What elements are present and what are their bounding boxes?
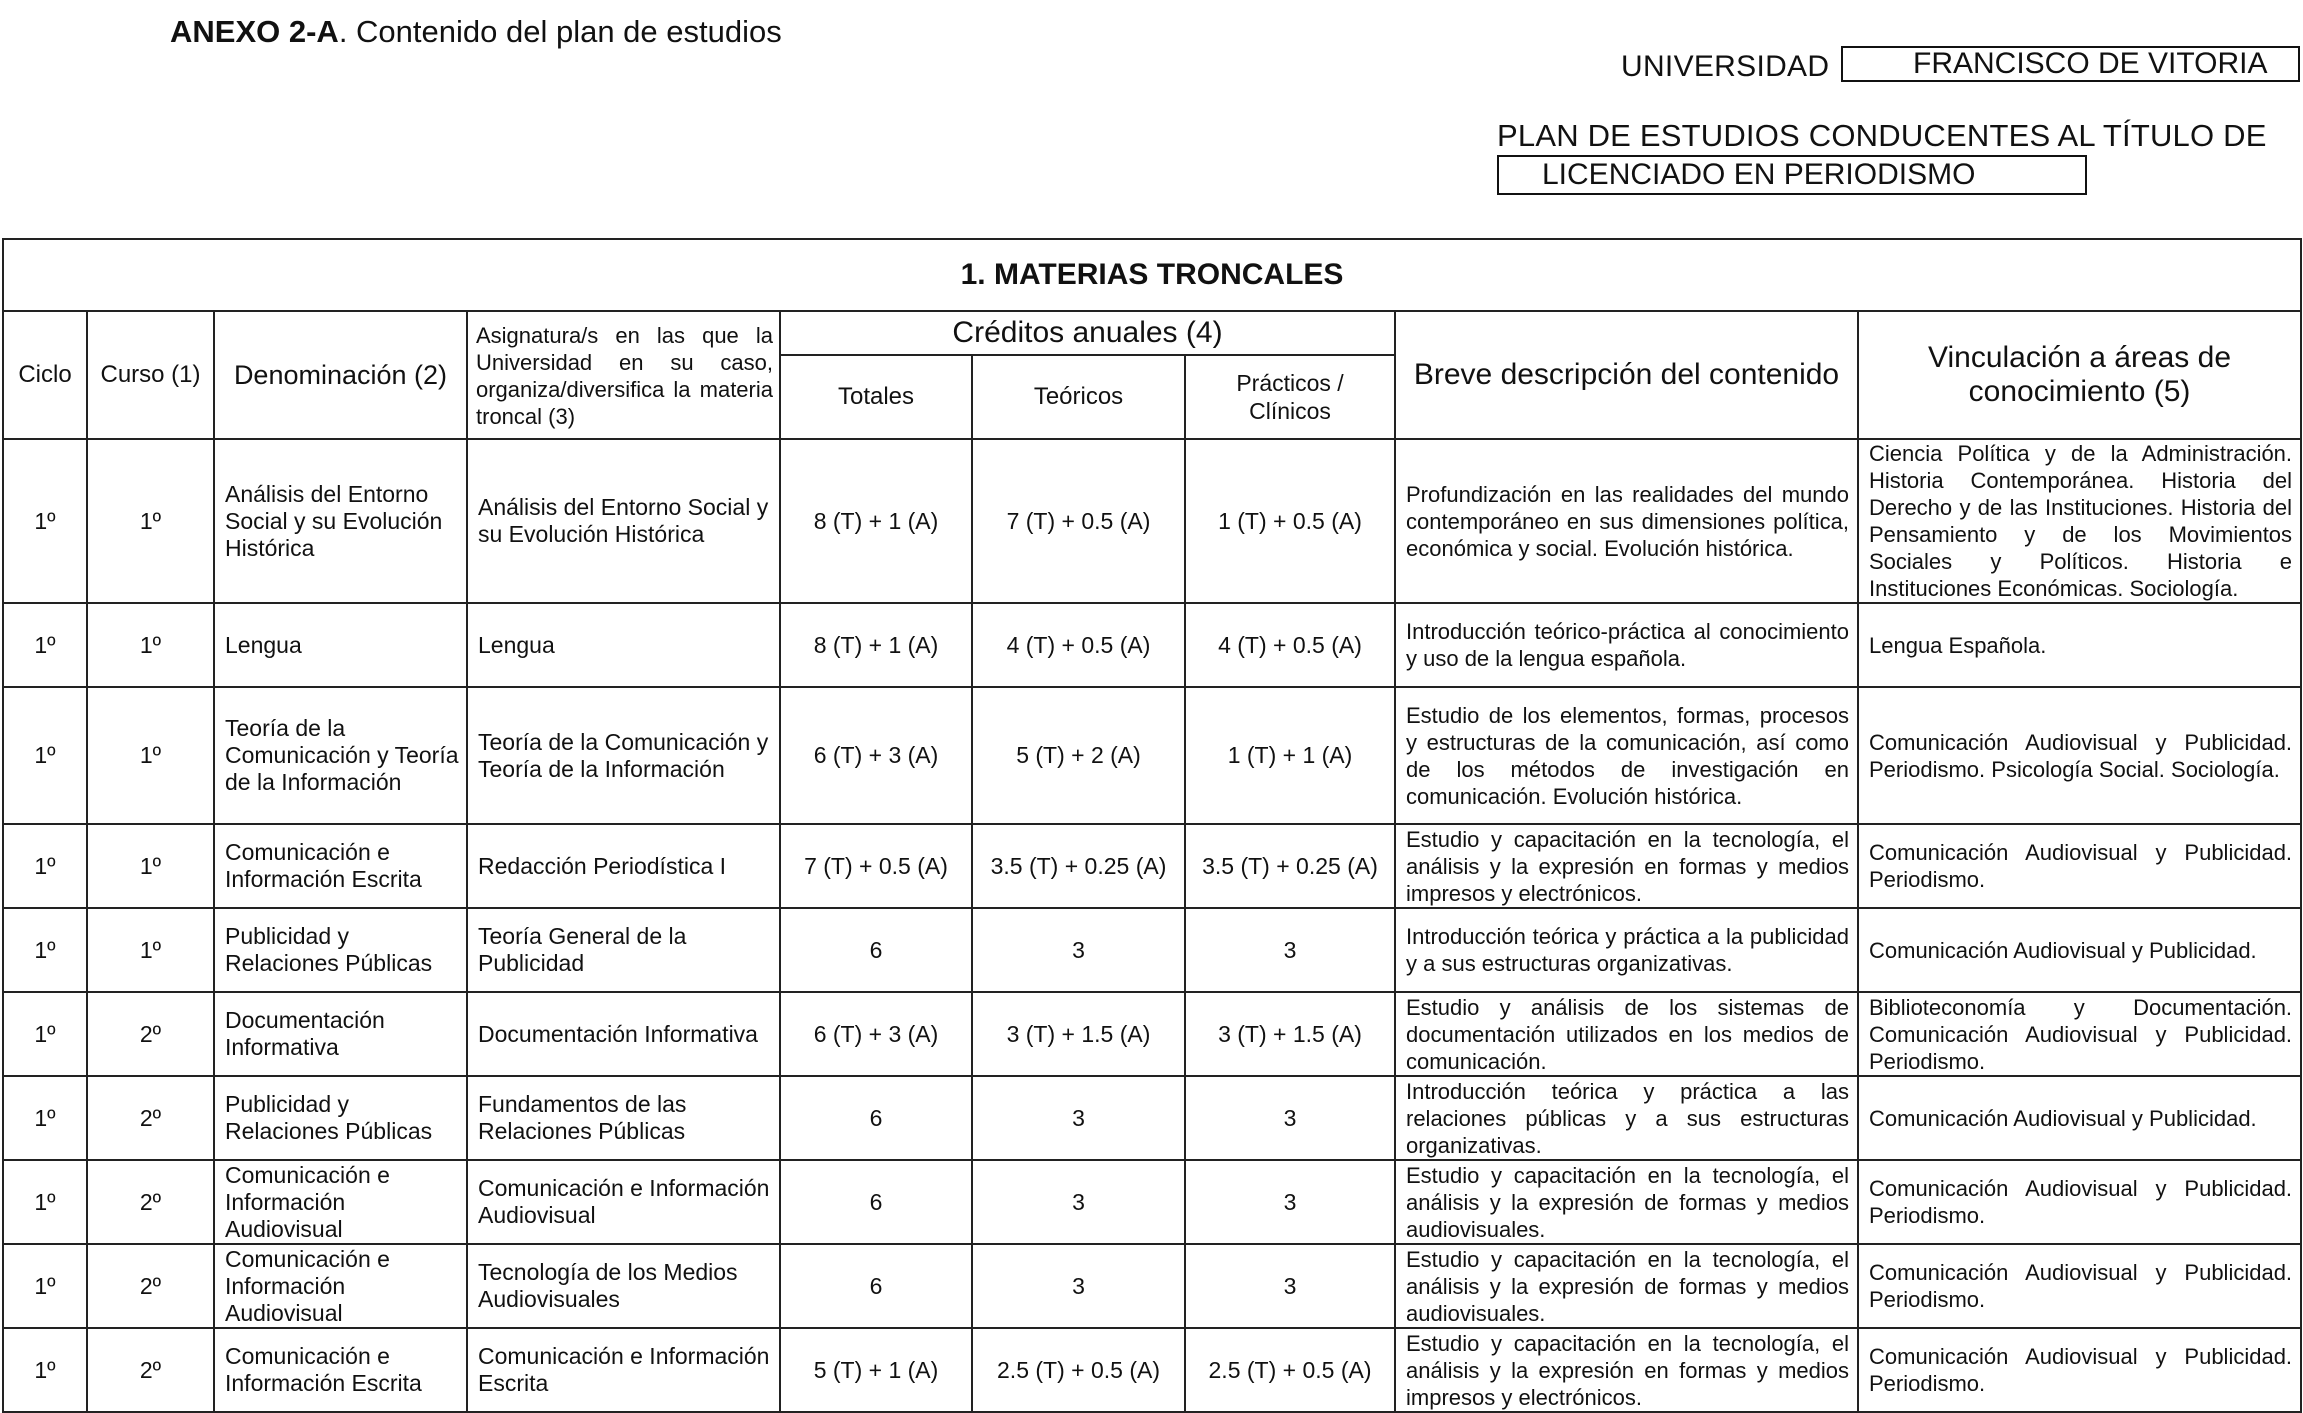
cell-asignatura: Documentación Informativa xyxy=(467,992,780,1076)
cell-totales: 8 (T) + 1 (A) xyxy=(780,439,972,603)
header-asignatura: Asignatura/s en las que la Universidad en su caso, organiza/diversifica la materia troncal (3) xyxy=(467,311,780,439)
cell-vinculacion: Comunicación Audiovisual y Publicidad. xyxy=(1858,1076,2301,1160)
table-row xyxy=(3,1328,2301,1412)
cell-totales: 6 (T) + 3 (A) xyxy=(780,687,972,824)
cell-practicos: 3 xyxy=(1185,1244,1395,1328)
cell-descripcion: Introducción teórico-práctica al conocimiento y uso de la lengua española. xyxy=(1395,603,1858,687)
cell-teoricos: 3 xyxy=(972,1244,1185,1328)
cell-curso: 2º xyxy=(87,1076,214,1160)
table-row xyxy=(3,992,2301,1076)
degree-field: LICENCIADO EN PERIODISMO xyxy=(1497,155,2087,195)
table-row xyxy=(3,1160,2301,1244)
cell-practicos: 4 (T) + 0.5 (A) xyxy=(1185,603,1395,687)
cell-vinculacion: Ciencia Política y de la Administración. Historia Contemporánea. Historia del Derecho y de las Instituciones. Historia del Pensamiento y de los Movimientos Sociales y Políticos. Historia e Instituciones Económicas. Sociología. xyxy=(1858,439,2301,603)
table-row xyxy=(3,1076,2301,1160)
cell-denominacion: Publicidad y Relaciones Públicas xyxy=(214,1076,467,1160)
header-descripcion: Breve descripción del contenido xyxy=(1395,311,1858,439)
cell-teoricos: 7 (T) + 0.5 (A) xyxy=(972,439,1185,603)
cell-teoricos: 4 (T) + 0.5 (A) xyxy=(972,603,1185,687)
cell-denominacion: Comunicación e Información Audiovisual xyxy=(214,1160,467,1244)
cell-curso: 2º xyxy=(87,1160,214,1244)
university-label: UNIVERSIDAD xyxy=(1621,50,1830,83)
cell-practicos: 3 (T) + 1.5 (A) xyxy=(1185,992,1395,1076)
cell-ciclo: 1º xyxy=(3,1244,87,1328)
header-totales: Totales xyxy=(780,355,972,439)
cell-vinculacion: Comunicación Audiovisual y Publicidad. Periodismo. xyxy=(1858,1160,2301,1244)
cell-vinculacion: Comunicación Audiovisual y Publicidad. Periodismo. Psicología Social. Sociología. xyxy=(1858,687,2301,824)
cell-descripcion: Estudio y capacitación en la tecnología, el análisis y la expresión en formas y medios impresos y electrónicos. xyxy=(1395,1328,1858,1412)
cell-practicos: 3 xyxy=(1185,908,1395,992)
table-row xyxy=(3,824,2301,908)
cell-descripcion: Estudio y capacitación en la tecnología, el análisis y la expresión de formas y medios audiovisuales. xyxy=(1395,1244,1858,1328)
cell-denominacion: Comunicación e Información Escrita xyxy=(214,1328,467,1412)
cell-asignatura: Teoría General de la Publicidad xyxy=(467,908,780,992)
cell-ciclo: 1º xyxy=(3,824,87,908)
cell-denominacion: Teoría de la Comunicación y Teoría de la Información xyxy=(214,687,467,824)
cell-totales: 5 (T) + 1 (A) xyxy=(780,1328,972,1412)
cell-descripcion: Estudio y capacitación en la tecnología, el análisis y la expresión de formas y medios audiovisuales. xyxy=(1395,1160,1858,1244)
cell-descripcion: Estudio y análisis de los sistemas de documentación utilizados en los medios de comunicación. xyxy=(1395,992,1858,1076)
section-title: 1. MATERIAS TRONCALES xyxy=(3,239,2301,311)
cell-practicos: 1 (T) + 0.5 (A) xyxy=(1185,439,1395,603)
cell-totales: 6 xyxy=(780,1244,972,1328)
cell-asignatura: Tecnología de los Medios Audiovisuales xyxy=(467,1244,780,1328)
cell-curso: 1º xyxy=(87,439,214,603)
cell-vinculacion: Comunicación Audiovisual y Publicidad. xyxy=(1858,908,2301,992)
cell-curso: 2º xyxy=(87,1244,214,1328)
cell-ciclo: 1º xyxy=(3,439,87,603)
header-ciclo: Ciclo xyxy=(3,311,87,439)
cell-vinculacion: Lengua Española. xyxy=(1858,603,2301,687)
cell-teoricos: 3 xyxy=(972,1076,1185,1160)
table-row xyxy=(3,1244,2301,1328)
cell-descripcion: Estudio de los elementos, formas, procesos y estructuras de la comunicación, así como de los métodos de investigación en comunicación. Evolución histórica. xyxy=(1395,687,1858,824)
cell-asignatura: Análisis del Entorno Social y su Evolución Histórica xyxy=(467,439,780,603)
table-row xyxy=(3,439,2301,603)
cell-teoricos: 5 (T) + 2 (A) xyxy=(972,687,1185,824)
cell-curso: 2º xyxy=(87,992,214,1076)
cell-totales: 8 (T) + 1 (A) xyxy=(780,603,972,687)
cell-teoricos: 3 xyxy=(972,908,1185,992)
cell-ciclo: 1º xyxy=(3,687,87,824)
cell-totales: 6 (T) + 3 (A) xyxy=(780,992,972,1076)
cell-descripcion: Introducción teórica y práctica a la publicidad y a sus estructuras organizativas. xyxy=(1395,908,1858,992)
header-teoricos: Teóricos xyxy=(972,355,1185,439)
cell-totales: 6 xyxy=(780,908,972,992)
plan-label: PLAN DE ESTUDIOS CONDUCENTES AL TÍTULO DE xyxy=(1497,118,2267,153)
cell-curso: 1º xyxy=(87,687,214,824)
cell-ciclo: 1º xyxy=(3,1328,87,1412)
table-row xyxy=(3,687,2301,824)
cell-descripcion: Profundización en las realidades del mundo contemporáneo en sus dimensiones política, económica y social. Evolución histórica. xyxy=(1395,439,1858,603)
cell-ciclo: 1º xyxy=(3,603,87,687)
curriculum-table xyxy=(2,238,2302,1413)
header-denominacion: Denominación (2) xyxy=(214,311,467,439)
cell-practicos: 1 (T) + 1 (A) xyxy=(1185,687,1395,824)
cell-curso: 2º xyxy=(87,1328,214,1412)
annex-title xyxy=(170,14,782,50)
cell-teoricos: 2.5 (T) + 0.5 (A) xyxy=(972,1328,1185,1412)
cell-ciclo: 1º xyxy=(3,1160,87,1244)
cell-teoricos: 3 (T) + 1.5 (A) xyxy=(972,992,1185,1076)
cell-asignatura: Comunicación e Información Escrita xyxy=(467,1328,780,1412)
header-curso: Curso (1) xyxy=(87,311,214,439)
cell-practicos: 3.5 (T) + 0.25 (A) xyxy=(1185,824,1395,908)
cell-teoricos: 3.5 (T) + 0.25 (A) xyxy=(972,824,1185,908)
cell-asignatura: Fundamentos de las Relaciones Públicas xyxy=(467,1076,780,1160)
cell-ciclo: 1º xyxy=(3,1076,87,1160)
cell-teoricos: 3 xyxy=(972,1160,1185,1244)
cell-practicos: 3 xyxy=(1185,1160,1395,1244)
header-vinculacion: Vinculación a áreas de conocimiento (5) xyxy=(1858,311,2301,439)
cell-totales: 6 xyxy=(780,1076,972,1160)
cell-curso: 1º xyxy=(87,824,214,908)
cell-ciclo: 1º xyxy=(3,992,87,1076)
cell-vinculacion: Biblioteconomía y Documentación. Comunicación Audiovisual y Publicidad. Periodismo. xyxy=(1858,992,2301,1076)
cell-totales: 6 xyxy=(780,1160,972,1244)
cell-vinculacion: Comunicación Audiovisual y Publicidad. Periodismo. xyxy=(1858,824,2301,908)
cell-asignatura: Comunicación e Información Audiovisual xyxy=(467,1160,780,1244)
cell-denominacion: Comunicación e Información Audiovisual xyxy=(214,1244,467,1328)
cell-asignatura: Lengua xyxy=(467,603,780,687)
cell-descripcion: Estudio y capacitación en la tecnología, el análisis y la expresión en formas y medios impresos y electrónicos. xyxy=(1395,824,1858,908)
cell-vinculacion: Comunicación Audiovisual y Publicidad. Periodismo. xyxy=(1858,1328,2301,1412)
cell-descripcion: Introducción teórica y práctica a las relaciones públicas y a sus estructuras organizativas. xyxy=(1395,1076,1858,1160)
table-row xyxy=(3,908,2301,992)
cell-totales: 7 (T) + 0.5 (A) xyxy=(780,824,972,908)
cell-asignatura: Teoría de la Comunicación y Teoría de la Información xyxy=(467,687,780,824)
cell-denominacion: Publicidad y Relaciones Públicas xyxy=(214,908,467,992)
cell-denominacion: Documentación Informativa xyxy=(214,992,467,1076)
cell-ciclo: 1º xyxy=(3,908,87,992)
cell-denominacion: Análisis del Entorno Social y su Evolución Histórica xyxy=(214,439,467,603)
cell-curso: 1º xyxy=(87,908,214,992)
annex-label: ANEXO 2-A xyxy=(170,14,339,49)
cell-denominacion: Comunicación e Información Escrita xyxy=(214,824,467,908)
cell-practicos: 3 xyxy=(1185,1076,1395,1160)
university-name-field: FRANCISCO DE VITORIA xyxy=(1841,46,2300,82)
cell-asignatura: Redacción Periodística I xyxy=(467,824,780,908)
cell-denominacion: Lengua xyxy=(214,603,467,687)
annex-description: . Contenido del plan de estudios xyxy=(338,14,782,49)
cell-practicos: 2.5 (T) + 0.5 (A) xyxy=(1185,1328,1395,1412)
cell-vinculacion: Comunicación Audiovisual y Publicidad. Periodismo. xyxy=(1858,1244,2301,1328)
cell-curso: 1º xyxy=(87,603,214,687)
table-row xyxy=(3,603,2301,687)
header-practicos: Prácticos / Clínicos xyxy=(1185,355,1395,439)
header-creditos: Créditos anuales (4) xyxy=(780,311,1395,355)
